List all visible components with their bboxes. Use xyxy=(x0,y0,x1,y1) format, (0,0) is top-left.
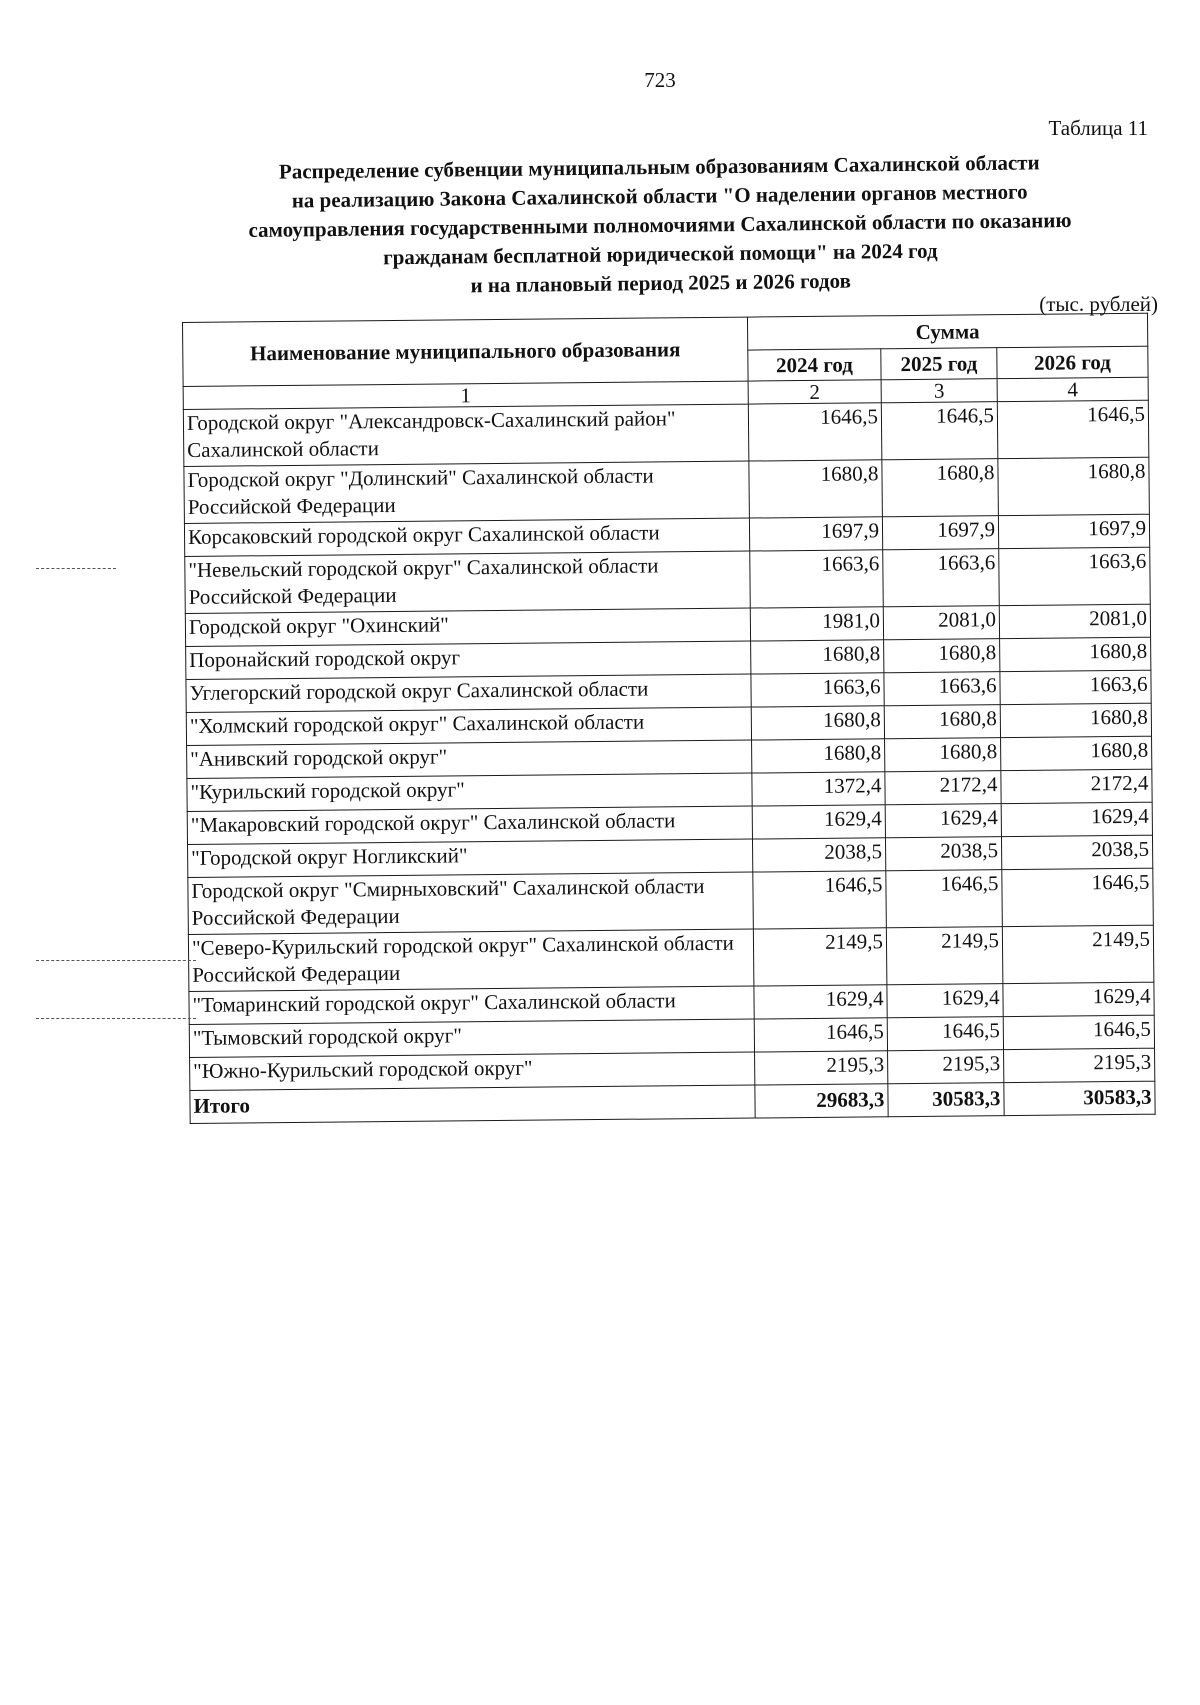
header-year-2026: 2026 год xyxy=(997,346,1148,378)
value-2026: 1663,6 xyxy=(999,547,1151,605)
value-2026: 1646,5 xyxy=(1003,1015,1154,1049)
municipality-name: "Северо-Курильский городской округ" Сахалинской области Российской Федерации xyxy=(188,929,754,991)
table-row xyxy=(184,457,1150,523)
column-number: 2 xyxy=(748,380,881,404)
table-row xyxy=(188,868,1154,934)
value-2024: 2038,5 xyxy=(752,838,885,872)
municipality-name: Городской округ "Охинский" xyxy=(185,608,750,646)
value-2025: 2081,0 xyxy=(883,606,999,640)
value-2025: 2149,5 xyxy=(886,927,1003,985)
value-2024: 2195,3 xyxy=(755,1051,888,1085)
municipality-name: "Томаринский городской округ" Сахалинской области xyxy=(189,986,754,1024)
value-2026: 1629,4 xyxy=(1003,982,1154,1016)
value-2026: 1629,4 xyxy=(1001,802,1152,836)
value-2026: 1646,5 xyxy=(1002,868,1154,926)
table-row xyxy=(183,400,1149,466)
value-2026: 2195,3 xyxy=(1004,1048,1155,1082)
value-2024: 1680,8 xyxy=(751,640,884,674)
value-2024: 1680,8 xyxy=(751,706,884,740)
units-label: (тыс. рублей) xyxy=(1039,292,1158,316)
municipality-name: Городской округ "Александровск-Сахалинский район" Сахалинской области xyxy=(183,404,749,466)
page-number: 723 xyxy=(644,68,676,92)
title-line: самоуправления государственными полномочиями Сахалинской области по оказанию xyxy=(248,207,1072,243)
municipality-name: Углегорский городской округ Сахалинской области xyxy=(186,674,751,712)
title-line: на реализацию Закона Сахалинской области "О наделении органов местного xyxy=(291,179,1028,213)
value-2024: 1663,6 xyxy=(750,550,884,608)
value-2024: 1663,6 xyxy=(751,673,884,707)
value-2026: 1697,9 xyxy=(998,514,1149,548)
municipality-name: "Холмский городской округ" Сахалинской области xyxy=(186,707,751,745)
value-2026: 1646,5 xyxy=(997,400,1149,458)
value-2026: 1663,6 xyxy=(1000,670,1151,704)
value-2025: 2172,4 xyxy=(885,771,1001,805)
column-number: 1 xyxy=(183,381,748,409)
header-name: Наименование муниципального образования xyxy=(183,317,749,386)
value-2026: 2172,4 xyxy=(1001,769,1152,803)
title-line: гражданам бесплатной юридической помощи" на 2024 год xyxy=(382,238,938,270)
subvention-table xyxy=(182,313,1156,1124)
value-2026: 1680,8 xyxy=(1000,637,1151,671)
document-title xyxy=(169,147,1151,304)
municipality-name: "Макаровский городской округ" Сахалинской области xyxy=(187,806,752,844)
header-year-2025: 2025 год xyxy=(881,348,997,380)
total-2024: 29683,3 xyxy=(755,1084,888,1118)
value-2026: 2149,5 xyxy=(1002,925,1154,983)
value-2026: 2081,0 xyxy=(999,604,1150,638)
value-2024: 1981,0 xyxy=(750,607,883,641)
value-2024: 1680,8 xyxy=(749,460,883,518)
value-2024: 1629,4 xyxy=(752,805,885,839)
value-2024: 1372,4 xyxy=(752,772,885,806)
total-2025: 30583,3 xyxy=(888,1083,1004,1117)
value-2024: 2149,5 xyxy=(753,928,887,986)
value-2025: 1646,5 xyxy=(887,1017,1003,1051)
title-line: Распределение субвенции муниципальным образованиям Сахалинской области xyxy=(278,150,1040,184)
municipality-name: "Курильский городской округ" xyxy=(187,773,752,811)
header-sum: Сумма xyxy=(747,313,1147,350)
municipality-name: Корсаковский городской округ Сахалинской области xyxy=(184,518,749,556)
value-2025: 1680,8 xyxy=(885,738,1001,772)
scan-artifact-line xyxy=(36,960,196,961)
value-2025: 1629,4 xyxy=(885,804,1001,838)
value-2025: 1646,5 xyxy=(881,402,998,460)
value-2025: 1663,6 xyxy=(883,549,1000,607)
value-2025: 1663,6 xyxy=(884,672,1000,706)
value-2024: 1680,8 xyxy=(752,739,885,773)
scan-artifact-line xyxy=(36,1018,196,1019)
value-2024: 1646,5 xyxy=(753,871,887,929)
value-2025: 1697,9 xyxy=(882,516,998,550)
value-2024: 1646,5 xyxy=(754,1018,887,1052)
table-label: Таблица 11 xyxy=(1048,116,1148,140)
header-year-2024: 2024 год xyxy=(748,349,881,381)
value-2025: 1646,5 xyxy=(886,870,1003,928)
value-2026: 2038,5 xyxy=(1001,835,1152,869)
municipality-name: Городской округ "Долинский" Сахалинской области Российской Федерации xyxy=(184,461,750,523)
scan-artifact-line xyxy=(36,568,116,569)
value-2026: 1680,8 xyxy=(1001,736,1152,770)
value-2025: 1680,8 xyxy=(882,459,999,517)
municipality-name: "Анивский городской округ" xyxy=(187,740,752,778)
value-2025: 2038,5 xyxy=(885,837,1001,871)
value-2024: 1646,5 xyxy=(748,403,882,461)
column-number: 3 xyxy=(881,379,997,403)
column-number: 4 xyxy=(997,377,1148,401)
table-row xyxy=(188,925,1154,991)
municipality-name: "Южно-Курильский городской округ" xyxy=(190,1052,755,1090)
value-2025: 2195,3 xyxy=(888,1050,1004,1084)
value-2024: 1629,4 xyxy=(754,985,887,1019)
value-2026: 1680,8 xyxy=(1000,703,1151,737)
value-2025: 1680,8 xyxy=(884,639,1000,673)
municipality-name: "Невельский городской округ" Сахалинской области Российской Федерации xyxy=(185,551,751,613)
municipality-name: "Городской округ Ногликский" xyxy=(188,839,753,877)
municipality-name: Поронайский городской округ xyxy=(186,641,751,679)
value-2024: 1697,9 xyxy=(749,517,882,551)
table-row xyxy=(185,547,1151,613)
value-2026: 1680,8 xyxy=(998,457,1150,515)
value-2025: 1680,8 xyxy=(884,705,1000,739)
municipality-name: "Тымовский городской округ" xyxy=(189,1019,754,1057)
municipality-name: Городской округ "Смирныховский" Сахалинской области Российской Федерации xyxy=(188,872,754,934)
subvention-table-wrapper xyxy=(182,313,1155,1124)
total-label: Итого xyxy=(190,1085,755,1123)
title-line: и на плановый период 2025 и 2026 годов xyxy=(470,268,852,298)
total-2026: 30583,3 xyxy=(1004,1081,1155,1115)
value-2025: 1629,4 xyxy=(887,984,1003,1018)
